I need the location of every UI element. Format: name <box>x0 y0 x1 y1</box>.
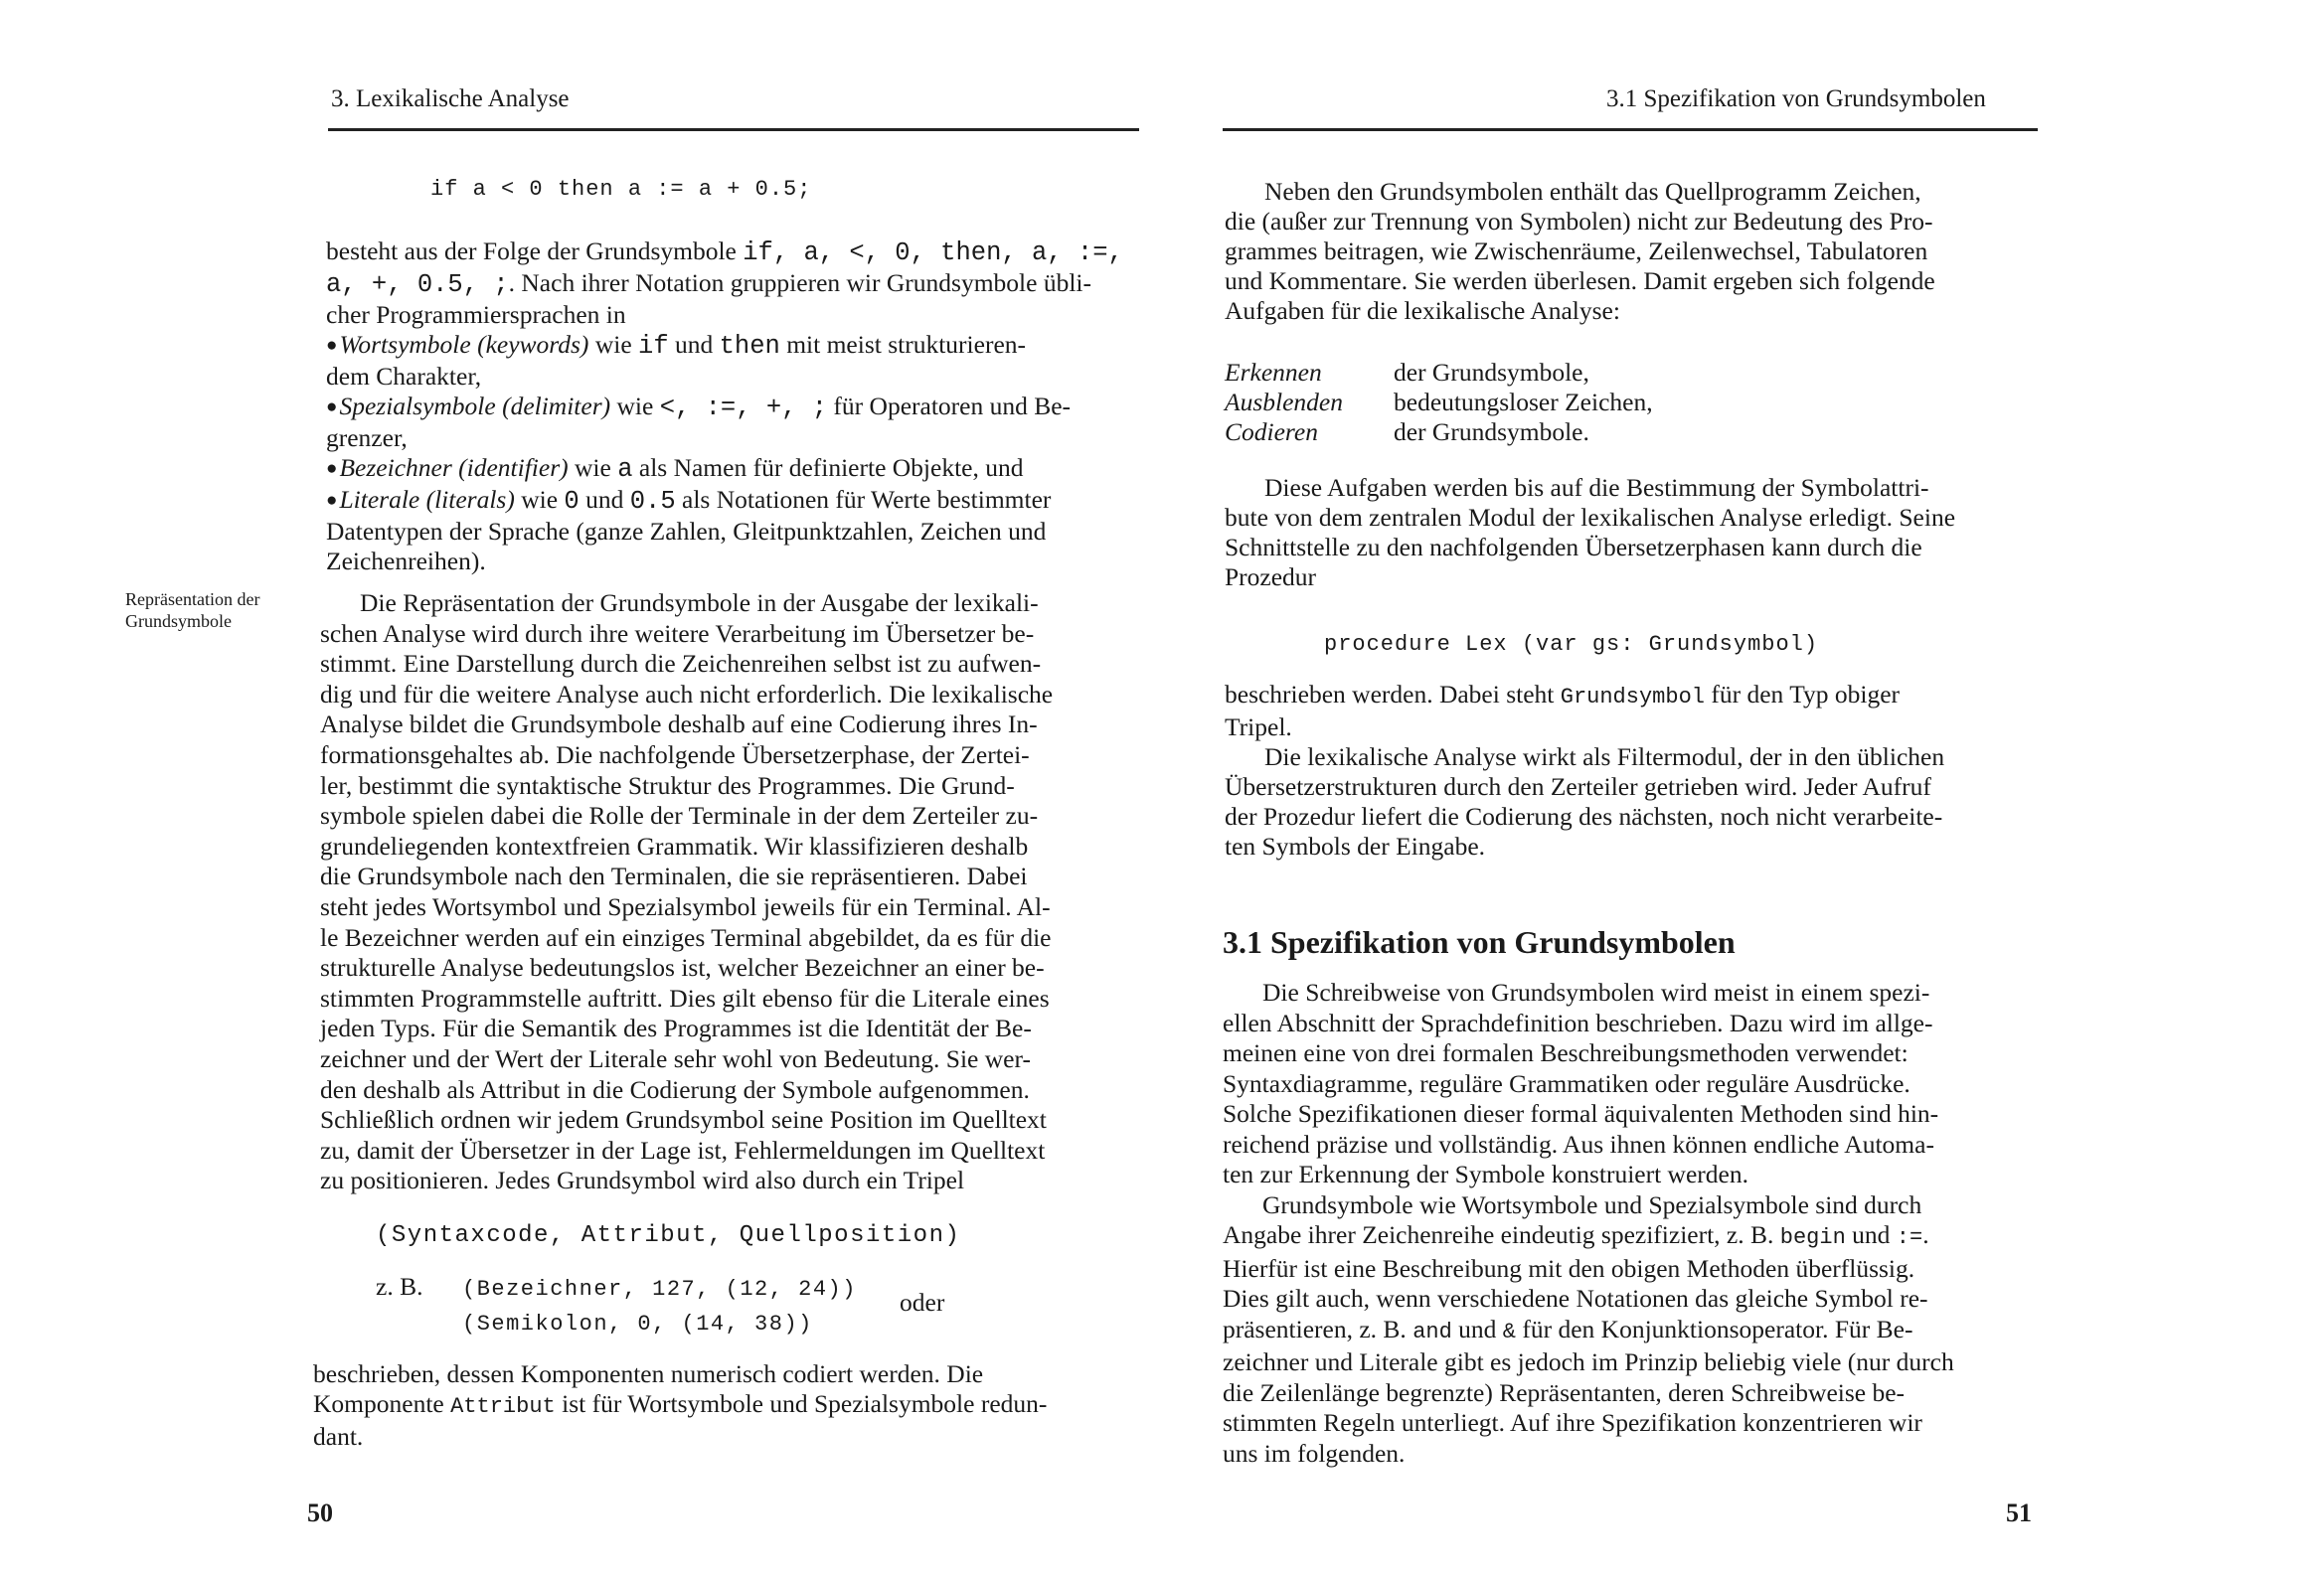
example-label: z. B. <box>376 1272 423 1301</box>
example-2: (Semikolon, 0, (14, 38)) <box>462 1312 813 1337</box>
right-running-head: 3.1 Spezifikation von Grundsymbolen <box>1606 85 1986 112</box>
right-para-1: Neben den Grundsymbolen enthält das Quellprogramm Zeichen, die (außer zur Trennung von Symbolen) nicht zur Bedeutung des Pro- grammes beitragen, wie Zwischenräume, Zeilenwechsel, Tabulatoren und Kommentare. Sie werden überlesen. Damit ergeben sich folgende Aufgaben für die lexikalische Analyse: <box>1225 177 1935 325</box>
right-para-2: Diese Aufgaben werden bis auf die Bestimmung der Symbolattri- bute von dem zentralen Modul der lexikalischen Analyse erledigt. Seine Schnittstelle zu den nachfolgenden Übersetzerphasen kann durch die Prozedur <box>1225 473 1956 591</box>
right-header-rule <box>1223 128 2038 131</box>
margin-note: Repräsentation der Grundsymbole <box>125 589 260 631</box>
left-code-example: if a < 0 then a := a + 0.5; <box>430 177 812 202</box>
left-closing-text: beschrieben, dessen Komponenten numerisch codiert werden. Die Komponente Attribut ist für Wortsymbole und Spezialsymbole redun- dant. <box>313 1359 1048 1451</box>
bullet-keywords: ●Wortsymbole (keywords) wie if und then mit meist strukturieren- <box>326 330 1026 361</box>
task-item: Codieren der Grundsymbole. <box>1225 417 1589 446</box>
bullet-delimiter: ●Spezialsymbole (delimiter) wie <, :=, +, ; für Operatoren und Be- <box>326 392 1072 422</box>
left-intro-text: besteht aus der Folge der Grundsymbole if, a, <, 0, then, a, :=, a, +, 0.5, ;. Nach ihrer Notation gruppieren wir Grundsymbole übli- cher Programmiersprachen in ●Wortsymbole (keywords) wie if und then mit meist strukturieren- dem Charakter, ●Spezialsymbole (delimiter) wie <, :=, +, ; für Operatoren und Be- grenzer, ●Bezeichner (identifier) wie a als Namen für definierte Objekte, und ●Literale (literals) wie 0 und 0.5 als Notationen für Werte bestimmter Datentypen der Sprache (ganze Zahlen, Gleitpunktzahlen, Zeichen und Zeichenreihen). <box>326 237 1133 576</box>
right-para-5: Die Schreibweise von Grundsymbolen wird meist in einem spezi- ellen Abschnitt der Sprachdefinition beschrieben. Dazu wird im allge- meinen eine von drei formalen Beschreibungsmethoden verwendet: Syntaxdiagramme, reguläre Grammatiken oder reguläre Ausdrücke. Solche Spezifikationen dieser formal äquivalenten Methoden sind hin- reichend präzise und vollständig. Aus ihnen können endliche Automa- ten zur Erkennung der Symbole konstruiert werden. Grundsymbole wie Wortsymbole und Spezialsymbole sind durch Angabe ihrer Zeichenreihe eindeutig spezifiziert, z. B. begin und :=. Hierfür ist eine Beschreibung mit den obigen Methoden überflüssig. Dies gilt auch, wenn verschiedene Notationen das gleiche Symbol re- präsentieren, z. B. and und & für den Konjunktionsoperator. Für Be- zeichner und Literale gibt es jedoch im Prinzip beliebig viele (nur durch die Zeilenlänge begrenzte) Repräsentanten, deren Schreibweise be- stimmten Regeln unterliegt. Auf ihre Spezifikation konzentrieren wir uns im folgenden. <box>1223 978 1954 1468</box>
left-running-head: 3. Lexikalische Analyse <box>331 85 570 112</box>
tuple-code: (Syntaxcode, Attribut, Quellposition) <box>376 1222 961 1249</box>
left-page-number: 50 <box>307 1498 333 1527</box>
left-main-paragraph: Die Repräsentation der Grundsymbole in der Ausgabe der lexikali- schen Analyse wird durch ihre weitere Verarbeitung im Übersetzer be- stimmt. Eine Darstellung durch die Zeichenreihen selbst ist zu aufwen- dig und für die weitere Analyse auch nicht erforderlich. Die lexikalische Analyse bildet die Grundsymbole deshalb auf eine Codierung ihres In- formationsgehaltes ab. Die nachfolgende Übersetzerphase, der Zertei- ler, bestimmt die syntaktische Struktur des Programmes. Die Grund- symbole spielen dabei die Rolle der Terminale in der dem Zerteiler zu- grundeliegenden kontextfreien Grammatik. Wir klassifizieren deshalb die Grundsymbole nach den Terminalen, die sie repräsentieren. Dabei steht jedes Wortsymbol und Spezialsymbol jeweils für ein Terminal. Al- le Bezeichner werden auf ein einziges Terminal abgebildet, da es für die strukturelle Analyse bedeutungslos ist, welcher Bezeichner an einer be- stimmten Programmstelle auftritt. Dies gilt ebenso für die Literale eines jeden Typs. Für die Semantik des Programmes ist die Identität der Be- zeichner und der Wert der Literale sehr wohl von Bedeutung. Sie wer- den deshalb als Attribut in die Codierung der Symbole aufgenommen. Schließlich ordnen wir jedem Grundsymbol seine Position im Quelltext zu, damit der Übersetzer in der Lage ist, Fehlermeldungen im Quelltext zu positionieren. Jedes Grundsymbol wird also durch ein Tripel <box>320 588 1054 1195</box>
task-item: Erkennen der Grundsymbole, <box>1225 358 1589 387</box>
section-heading: 3.1 Spezifikation von Grundsymbolen <box>1223 924 1736 960</box>
task-item: Ausblenden bedeutungsloser Zeichen, <box>1225 388 1653 416</box>
right-page-number: 51 <box>2006 1498 2032 1527</box>
left-header-rule <box>328 128 1139 131</box>
example-1: (Bezeichner, 127, (12, 24)) <box>462 1277 857 1302</box>
right-para-3: beschrieben werden. Dabei steht Grundsymbol für den Typ obiger Tripel. Die lexikalische Analyse wirkt als Filtermodul, der in den üblichen Übersetzerstrukturen durch den Zerteiler getrieben wird. Jeder Aufruf der Prozedur liefert die Codierung des nächsten, noch nicht verarbeite- ten Symbols der Eingabe. <box>1225 680 1945 861</box>
procedure-code: procedure Lex (var gs: Grundsymbol) <box>1324 632 1819 657</box>
bullet-identifier: ●Bezeichner (identifier) wie a als Namen für definierte Objekte, und <box>326 453 1024 484</box>
example-or: oder <box>900 1288 945 1317</box>
bullet-literals: ●Literale (literals) wie 0 und 0.5 als Notationen für Werte bestimmter <box>326 485 1052 516</box>
task-list <box>1225 358 1653 447</box>
